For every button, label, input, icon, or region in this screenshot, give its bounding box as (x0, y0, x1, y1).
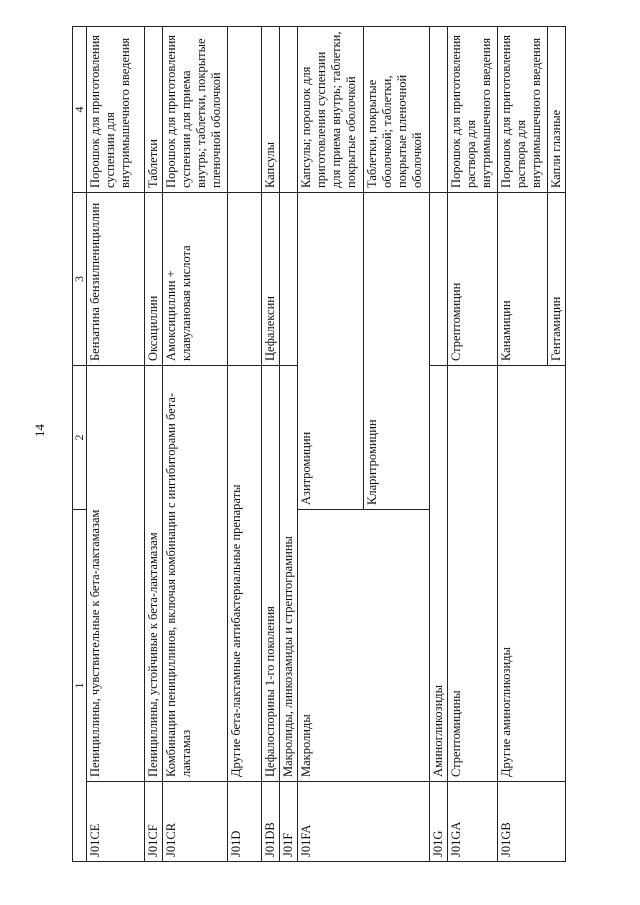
drug-cell: Кларитромицин (364, 193, 430, 510)
table-row (280, 27, 298, 862)
drug-cell (430, 193, 448, 366)
table-row (298, 27, 364, 862)
group-cell: Стрептомицины (448, 366, 498, 782)
form-cell: Таблетки (145, 27, 163, 193)
form-cell: Порошок для приготовления раствора для внутримышечного введения (448, 27, 498, 193)
table-row (145, 27, 163, 862)
header-cell: 2 (73, 366, 87, 510)
drug-cell: Гентамицин (548, 193, 566, 366)
table-row (163, 27, 228, 862)
group-cell: Другие аминогликозиды (498, 366, 566, 782)
header-cell: 1 (73, 510, 87, 862)
code-cell: J01F (280, 782, 298, 862)
table-header-row (73, 27, 87, 862)
table-row (262, 27, 280, 862)
group-cell: Пенициллины, устойчивые к бета-лактамазам (145, 366, 163, 782)
form-cell: Порошок для приготовления суспензии для приема внутрь; таблетки, покрытые пленочной оболочкой (163, 27, 228, 193)
form-cell (228, 27, 262, 193)
rotated-page (72, 27, 584, 862)
form-cell: Капсулы; порошок для приготовления суспензии для приема внутрь; таблетки, покрытые оболочкой (298, 27, 364, 193)
group-cell: Макролиды (298, 510, 430, 782)
group-cell: Пенициллины, чувствительные к бета-лактамазам (87, 366, 145, 782)
code-cell: J01D (228, 782, 262, 862)
form-cell: Порошок для приготовления раствора для внутримышечного введения (498, 27, 548, 193)
table-row (87, 27, 145, 862)
drug-cell: Оксациллин (145, 193, 163, 366)
table-row (228, 27, 262, 862)
group-cell: Аминогликозиды (430, 366, 448, 782)
drug-cell: Азитромицин (298, 193, 364, 510)
code-cell: J01GB (498, 782, 566, 862)
page-number: 14 (32, 424, 47, 437)
code-cell: J01CF (145, 782, 163, 862)
header-cell: 3 (73, 193, 87, 366)
form-cell: Капли глазные (548, 27, 566, 193)
drug-cell: Цефалексин (262, 193, 280, 366)
drug-cell: Стрептомицин (448, 193, 498, 366)
drug-table (72, 26, 566, 862)
code-cell: J01G (430, 782, 448, 862)
form-cell (430, 27, 448, 193)
group-cell: Цефалоспорины 1-го поколения (262, 366, 280, 782)
drug-cell (228, 193, 262, 366)
drug-cell: Бензатина бензилпенициллин (87, 193, 145, 366)
form-cell (280, 27, 298, 193)
form-cell: Порошок для приготовления суспензии для внутримышечного введения (87, 27, 145, 193)
header-cell: 4 (73, 27, 87, 193)
group-cell: Комбинации пенициллинов, включая комбинации с ингибиторами бета-лактамаз (163, 366, 228, 782)
table-row (448, 27, 498, 862)
table-row (498, 27, 548, 862)
drug-cell: Канамицин (498, 193, 548, 366)
table-row (430, 27, 448, 862)
code-cell: J01CE (87, 782, 145, 862)
form-cell: Капсулы (262, 27, 280, 193)
group-cell: Макролиды, линкозамиды и стрептограмины (280, 366, 298, 782)
drug-cell: Амоксициллин + клавулановая кислота (163, 193, 228, 366)
form-cell: Таблетки, покрытые оболочкой; таблетки, покрытые пленочной оболочкой (364, 27, 430, 193)
drug-cell (280, 193, 298, 366)
code-cell: J01DB (262, 782, 280, 862)
code-cell: J01FA (298, 782, 430, 862)
code-cell: J01CR (163, 782, 228, 862)
code-cell: J01GA (448, 782, 498, 862)
group-cell: Другие бета-лактамные антибактериальные препараты (228, 366, 262, 782)
